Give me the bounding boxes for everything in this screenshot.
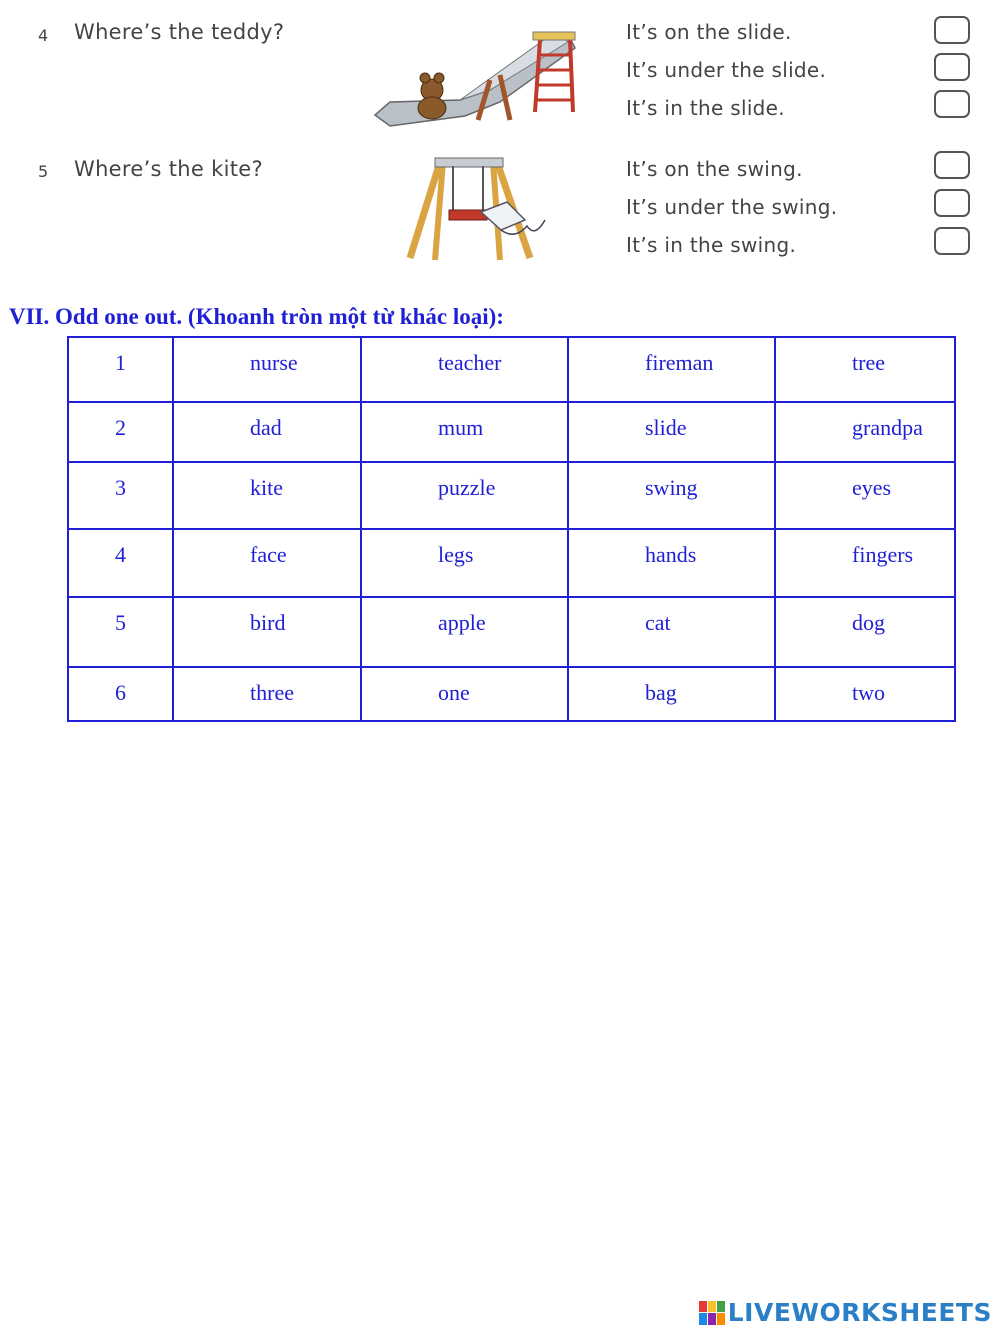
word-cell[interactable]: one: [361, 667, 568, 721]
word-cell[interactable]: teacher: [361, 337, 568, 402]
word-cell[interactable]: dog: [775, 597, 955, 667]
word-cell[interactable]: puzzle: [361, 462, 568, 529]
answer-checkbox[interactable]: [934, 227, 970, 255]
word-cell[interactable]: apple: [361, 597, 568, 667]
row-number: 5: [68, 597, 173, 667]
table-row: [68, 337, 955, 402]
swing-picture: [405, 150, 555, 265]
slide-picture: [370, 20, 580, 130]
option-text: It’s on the swing.: [626, 157, 803, 181]
row-number: 2: [68, 402, 173, 462]
answer-checkbox[interactable]: [934, 151, 970, 179]
answer-checkbox[interactable]: [934, 189, 970, 217]
option-text: It’s under the slide.: [626, 58, 827, 82]
option-text: It’s in the slide.: [626, 96, 785, 120]
option-text: It’s on the slide.: [626, 20, 792, 44]
row-number: 1: [68, 337, 173, 402]
answer-checkbox[interactable]: [934, 90, 970, 118]
row-number: 6: [68, 667, 173, 721]
option-text: It’s in the swing.: [626, 233, 797, 257]
word-cell[interactable]: bird: [173, 597, 361, 667]
word-cell[interactable]: eyes: [775, 462, 955, 529]
word-cell[interactable]: fireman: [568, 337, 775, 402]
word-cell[interactable]: dad: [173, 402, 361, 462]
word-cell[interactable]: hands: [568, 529, 775, 597]
word-cell[interactable]: cat: [568, 597, 775, 667]
answer-checkbox[interactable]: [934, 53, 970, 81]
word-cell[interactable]: two: [775, 667, 955, 721]
logo-mark-icon: [699, 1301, 725, 1325]
answer-checkbox[interactable]: [934, 16, 970, 44]
question-text: Where’s the kite?: [74, 157, 263, 181]
word-cell[interactable]: tree: [775, 337, 955, 402]
odd-one-out-table: [67, 336, 956, 722]
question-number: 5: [38, 162, 49, 181]
row-number: 4: [68, 529, 173, 597]
word-cell[interactable]: kite: [173, 462, 361, 529]
word-cell[interactable]: grandpa: [775, 402, 955, 462]
logo-text: LIVEWORKSHEETS: [727, 1298, 992, 1327]
liveworksheets-logo: [699, 1298, 992, 1327]
word-cell[interactable]: slide: [568, 402, 775, 462]
word-cell[interactable]: swing: [568, 462, 775, 529]
word-cell[interactable]: face: [173, 529, 361, 597]
table-row: [68, 462, 955, 529]
row-number: 3: [68, 462, 173, 529]
word-cell[interactable]: legs: [361, 529, 568, 597]
table-row: [68, 529, 955, 597]
word-cell[interactable]: bag: [568, 667, 775, 721]
question-number: 4: [38, 26, 49, 45]
table-row: [68, 597, 955, 667]
table-row: [68, 402, 955, 462]
section-title: VII. Odd one out. (Khoanh tròn một từ khác loại):: [9, 304, 504, 329]
word-cell[interactable]: nurse: [173, 337, 361, 402]
table-row: [68, 667, 955, 721]
option-text: It’s under the swing.: [626, 195, 838, 219]
word-cell[interactable]: three: [173, 667, 361, 721]
word-cell[interactable]: mum: [361, 402, 568, 462]
question-text: Where’s the teddy?: [74, 20, 285, 44]
word-cell[interactable]: fingers: [775, 529, 955, 597]
